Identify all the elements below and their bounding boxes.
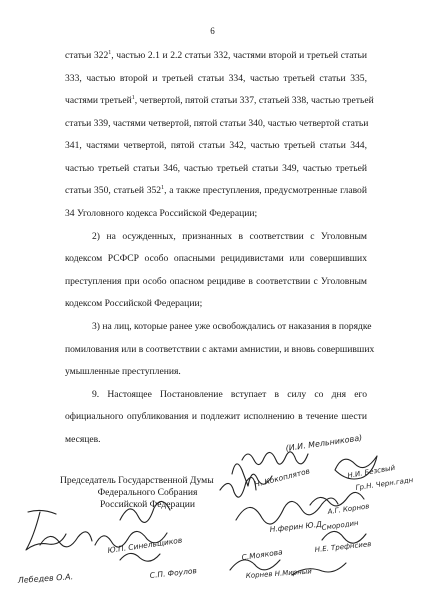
signatory-title-line: Российской Федерации [100,499,195,510]
body-line: частью третьей статьи 346, частью третьей статьи 349, частью третьей [65,163,367,174]
body-line: помилования или в соответствии с актами амнистии, и вновь совершивших [65,344,375,355]
signature-text: Корнев Н.Мирный [245,567,313,580]
signature-text: Н. Кокоплятов [253,466,311,489]
body-line: 9. Настоящее Постановление вступает в силу со дня его [92,389,367,400]
signature-text: С.Моякова [241,547,284,562]
body-line: умышленные преступления. [65,366,181,377]
signature-text: С.П. Фоулов [149,566,198,580]
body-line: официального опубликования и подлежит исполнению в течение шести [65,411,367,422]
body-line: кодексом Российской Федерации; [65,298,203,309]
body-line: кодексом РСФСР особо опасными рецидивистами или совершивших [65,253,367,264]
page-number: 6 [210,26,215,36]
signatory-title-line: Председатель Государственной Думы [60,475,214,486]
signature-text: Лебедев О.А. [17,572,74,585]
body-line: 34 Уголовного кодекса Российской Федерации; [65,208,258,219]
signature-text: Ю.П. Синельщиков [107,535,183,555]
body-line: статьи 350, статьей $352^1$, а также преступления, предусмотренные главой [65,185,367,196]
body-line: статьи $322^1$, частью 2.1 и 2.2 статьи 332, частями второй и третьей статьи [65,50,367,61]
body-line: 333, частью второй и третьей статьи 334, частью третьей статьи 335, [65,73,367,84]
signatory-title-line: Федерального Собрания [97,487,198,498]
signature-block [60,475,235,511]
body-line: преступления при особо опасном рецидиве в соответствии с Уголовным [65,276,367,287]
body-line: частями третьей$^1$, четвертой, пятой статьи 337, статьей 338, частью третьей [65,95,374,106]
body-line: 341, частями четвертой, пятой статьи 342, частью третьей статьи 344, [65,140,367,151]
body-line: 3) на лиц, которые ранее уже освобождались от наказания в порядке [92,321,372,332]
signature-text: Смородин [321,518,360,532]
body-line: статьи 339, частями четвертой, пятой статьи 340, частью четвертой статьи [65,118,369,129]
signature-text: Н.И. Безсвый [346,463,396,480]
signature-text: Н.Е. Трефнсиев [314,540,372,554]
signature-text: (И.И. Мельникова) [285,433,363,453]
body-line: месяцев. [65,434,101,445]
signature-text: Гр.Н. Черн.гадн [355,475,414,492]
body-line: 2) на осужденных, признанных в соответствии с Уголовным [92,231,367,242]
signature-text: А.Г. Корнов [327,502,370,516]
signature-text: Н.ферин Ю.Д. [269,519,325,534]
